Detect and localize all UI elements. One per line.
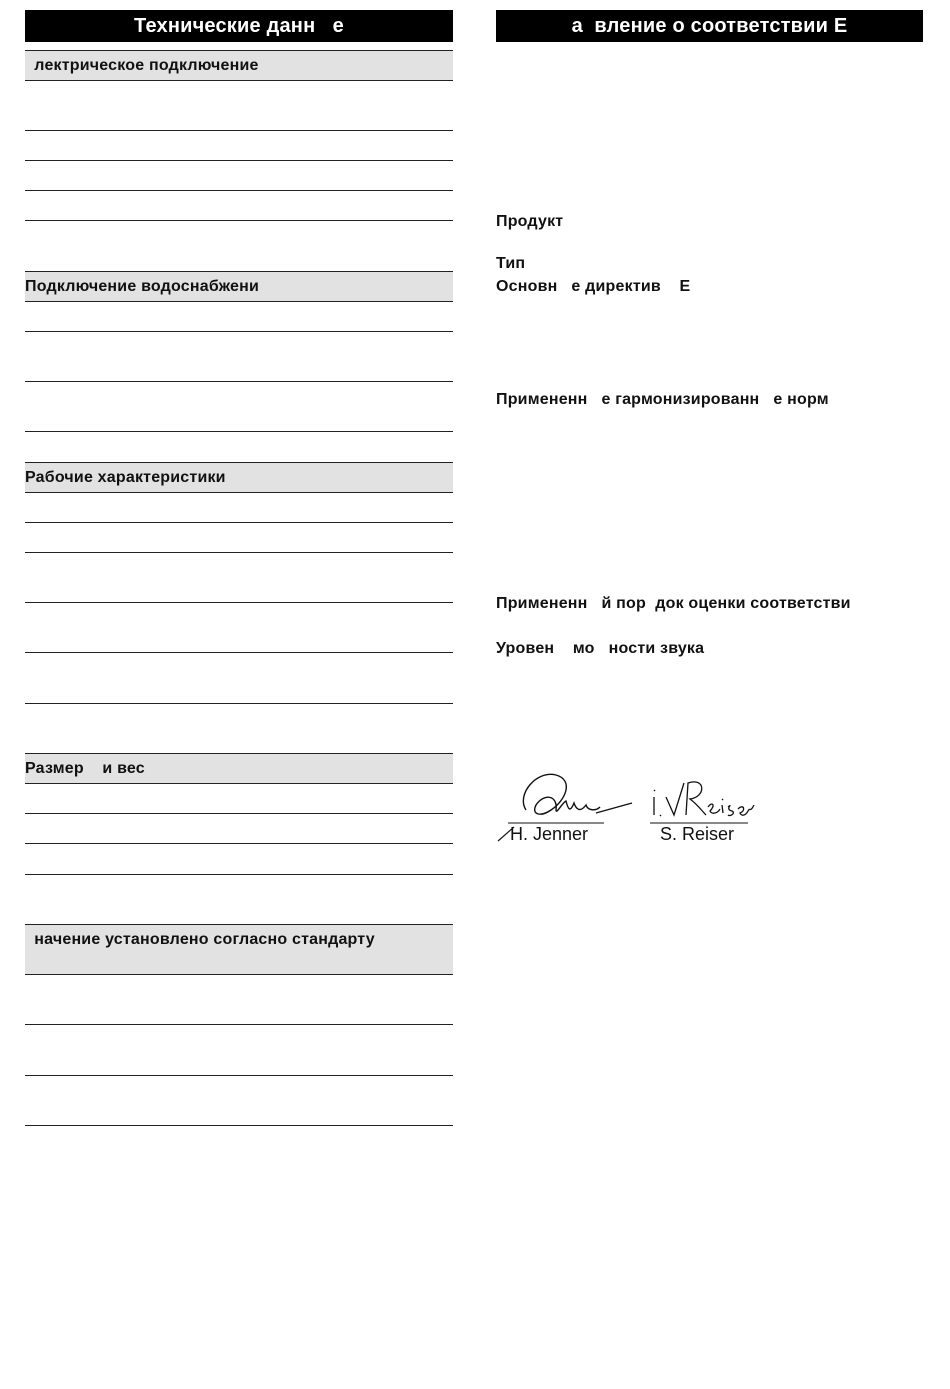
signatory-name-jenner: H. Jenner	[510, 824, 589, 844]
table-row-divider	[25, 1024, 453, 1025]
signature-reiser	[646, 775, 756, 830]
table-row-divider	[25, 130, 453, 131]
table-row-divider	[25, 874, 453, 875]
label-directives: Основн е директив Е	[496, 278, 691, 295]
label-harmonized-norms: Примененн е гармонизированн е норм	[496, 391, 829, 408]
table-row-divider	[25, 331, 453, 332]
table-row-divider	[25, 652, 453, 653]
label-sound-power-level: Уровен мо ности звука	[496, 640, 705, 657]
signatory-name-reiser: S. Reiser	[660, 824, 735, 844]
section-performance: Рабочие характеристики	[25, 462, 453, 493]
label-conformity-procedure: Примененн й пор док оценки соответстви	[496, 595, 851, 612]
table-row-divider	[25, 381, 453, 382]
section-water-connection: Подключение водоснабжени	[25, 271, 453, 302]
table-row-divider	[25, 522, 453, 523]
section-electric-connection: лектрическое подключение	[25, 50, 453, 81]
table-row-divider	[25, 1075, 453, 1076]
table-row-divider	[25, 1125, 453, 1126]
table-row-divider	[25, 813, 453, 814]
table-row-divider	[25, 602, 453, 603]
table-row-divider	[25, 190, 453, 191]
section-dimensions-weight: Размер и вес	[25, 753, 453, 784]
table-row-divider	[25, 160, 453, 161]
label-product: Продукт	[496, 213, 564, 230]
section-standard-values: начение установлено согласно стандарту	[25, 924, 453, 975]
table-row-divider	[25, 552, 453, 553]
declaration-of-conformity-title: а вление о соответствии Е	[496, 10, 923, 42]
technical-data-title: Технические данн е	[25, 10, 453, 42]
table-row-divider	[25, 431, 453, 432]
label-type: Тип	[496, 255, 526, 272]
table-row-divider	[25, 220, 453, 221]
table-row-divider	[25, 703, 453, 704]
table-row-divider	[25, 843, 453, 844]
